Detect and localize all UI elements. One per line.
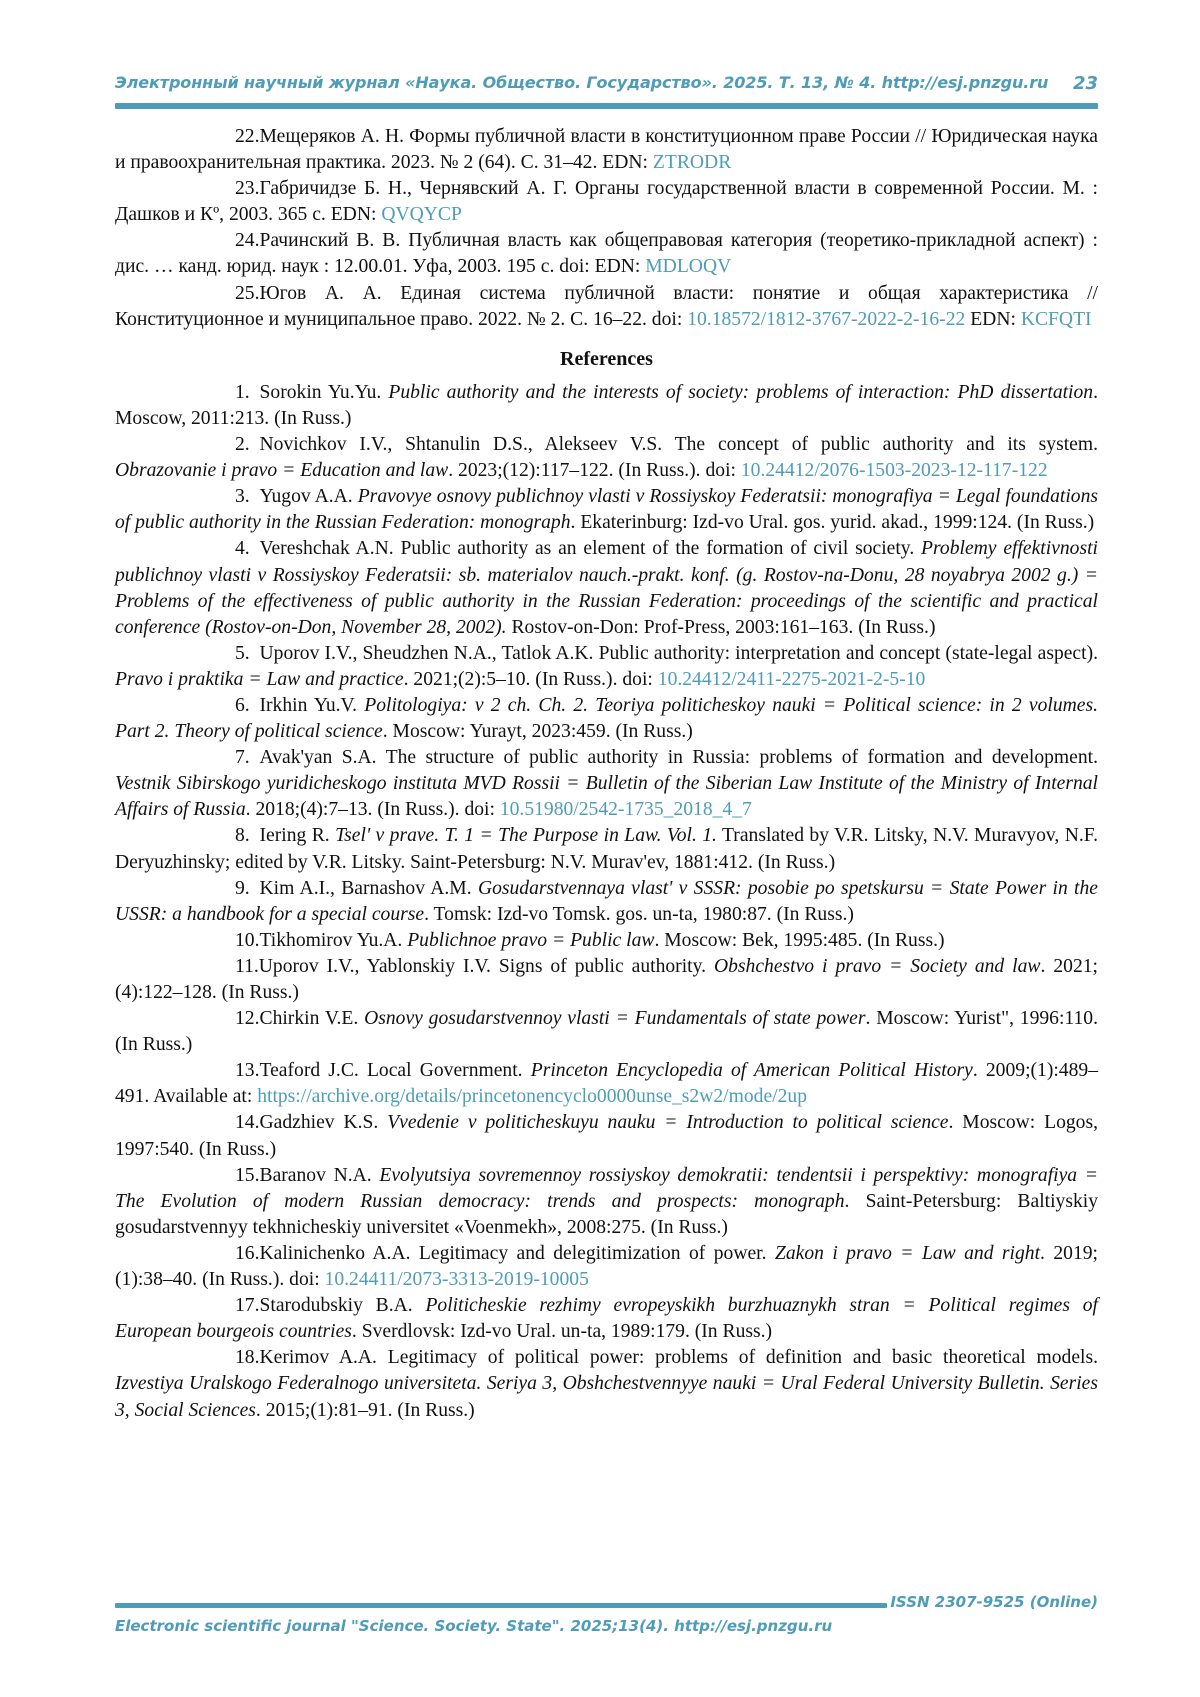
reference-authors: Novichkov I.V., Shtanulin D.S., Alekseev V.S. The concept of public authority and its system. [259, 434, 1098, 456]
reference-number: 17. [235, 1295, 260, 1317]
reference-number: 7. [235, 747, 260, 769]
reference-number: 24. [235, 230, 260, 252]
reference-source-title: Publichnoe pravo = Public law [407, 929, 655, 951]
reference-text: Мещеряков А. Н. Формы публичной власти в конституционном праве России // Юридическая наука и правоохранительная практика. 2023. № 2 (64). С. 31–42. EDN: [115, 126, 1098, 174]
doi-link[interactable]: 10.24412/2076-1503-2023-12-117-122 [740, 460, 1048, 482]
reference-details: . 2015;(1):81–91. (In Russ.) [255, 1399, 475, 1421]
reference-source-title: Pravo i praktika = Law and practice [115, 668, 404, 690]
reference-source-title: Obrazovanie i pravo = Education and law [115, 460, 449, 482]
reference-item [115, 823, 1098, 875]
footer-rule [115, 1603, 887, 1608]
reference-source-title: Tsel' v prave. T. 1 = The Purpose in Law. Vol. 1. [335, 825, 717, 847]
doi-link[interactable]: https://archive.org/details/princetonencyclo0000unse_s2w2/mode/2up [257, 1086, 807, 1108]
reference-source-title: Pravovye osnovy publichnoy vlasti v Rossiyskoy Federatsii: monografiya = Legal foundations of public authority in the Russian Federation: monograph [115, 486, 1099, 534]
reference-number: 22. [235, 126, 260, 147]
doi-link[interactable]: 10.24412/2411-2275-2021-2-5-10 [657, 668, 926, 690]
reference-source-title: Izvestiya Uralskogo Federalnogo universiteta. Seriya 3, Obshchestvennyye nauki = Ural Federal University Bulletin. Series 3, Social Sciences [115, 1373, 1098, 1421]
edn-link[interactable]: KCFQTI [1020, 308, 1092, 330]
reference-item [115, 954, 1098, 1006]
header-journal-title: Электронный научный журнал «Наука. Общество. Государство». 2025. Т. 13, № 4. http://esj.pnzgu.ru [115, 73, 1049, 92]
reference-authors: Uporov I.V., Sheudzhen N.A., Tatlok A.K. Public authority: interpretation and concept (state-legal aspect). [259, 642, 1098, 664]
reference-details: Rostov-on-Don: Prof-Press, 2003:161–163. (In Russ.) [506, 616, 936, 638]
reference-number: 15. [235, 1164, 260, 1186]
reference-source-title: Politologiya: v 2 ch. Ch. 2. Teoriya politicheskoy nauki = Political science: in 2 volumes. Part 2. Theory of political science [115, 694, 1098, 743]
article-body [115, 124, 1098, 1424]
reference-item [115, 1006, 1098, 1058]
reference-details: . Sverdlovsk: Izd-vo Ural. un-ta, 1989:179. (In Russ.) [351, 1321, 773, 1343]
reference-number: 8. [235, 825, 260, 847]
reference-source-title: Osnovy gosudarstvennoy vlasti = Fundamentals of state power [364, 1008, 866, 1030]
reference-item [115, 380, 1098, 432]
reference-number: 9. [235, 877, 260, 899]
reference-authors: Gadzhiev K.S. [259, 1112, 388, 1134]
running-header [115, 73, 1098, 97]
reference-source-title: Public authority and the interests of society: problems of interaction: PhD dissertation [388, 381, 1094, 403]
reference-source-title: Vvedenie v politicheskuyu nauku = Introduction to political science [387, 1112, 949, 1134]
reference-number: 13. [235, 1060, 260, 1082]
reference-details: . Moscow, 2011:213. (In Russ.) [115, 381, 1099, 429]
references-heading: References [560, 347, 653, 370]
reference-authors: Tikhomirov Yu.A. [259, 929, 408, 951]
reference-number: 16. [235, 1242, 260, 1264]
reference-source-title: Problemy effektivnosti publichnoy vlasti v Rossiyskoy Federatsii: sb. materialov nauch.-prakt. konf. (g. Rostov-na-Donu, 28 noyabrya 2002 g.) = Problems of the effectiveness of public authority in the Russian Federation: proceedings of the scientific and practical conference (Rostov-on-Don, November 28, 2002). [115, 538, 1098, 638]
reference-item [115, 876, 1098, 928]
russian-reference-list [115, 124, 1098, 333]
reference-number: 1. [235, 381, 260, 403]
reference-item [115, 745, 1098, 823]
reference-number: 25. [235, 282, 260, 304]
reference-authors: Irkhin Yu.V. [259, 694, 365, 716]
reference-item [115, 1293, 1098, 1345]
reference-item [115, 432, 1098, 484]
reference-details: . 2023;(12):117–122. (In Russ.). doi: [448, 460, 741, 482]
reference-details: . 2021;(2):5–10. (In Russ.). doi: [403, 668, 658, 690]
reference-details: . Moscow: Bek, 1995:485. (In Russ.) [654, 929, 945, 951]
reference-source-title: Obshchestvo i pravo = Society and law [713, 955, 1041, 977]
reference-details: . 2018;(4):7–13. (In Russ.). doi: [245, 799, 500, 821]
reference-authors: Iering R. [259, 825, 336, 847]
reference-item [115, 176, 1098, 228]
reference-authors: Chirkin V.E. [259, 1008, 365, 1030]
reference-item [115, 1241, 1098, 1293]
english-reference-list [115, 380, 1098, 1424]
reference-authors: Starodubskiy B.A. [259, 1295, 426, 1317]
header-rule [115, 103, 1098, 109]
reference-source-title: Gosudarstvennaya vlast' v SSSR: posobie po spetskursu = State Power in the USSR: a handbook for a special course [115, 877, 1098, 925]
reference-text: EDN: [965, 308, 1021, 330]
reference-number: 2. [235, 434, 260, 456]
reference-item [115, 536, 1098, 640]
reference-number: 4. [235, 538, 260, 560]
reference-details: . Tomsk: Izd-vo Tomsk. gos. un-ta, 1980:87. (In Russ.) [424, 903, 854, 925]
edn-link[interactable]: MDLOQV [645, 256, 732, 278]
reference-details: Translated by V.R. Litsky, N.V. Muravyov, N.F. Deryuzhinsky; edited by V.R. Litsky. Saint-Petersburg: N.V. Murav'ev, 1881:412. (In Russ.) [115, 825, 1098, 873]
reference-item [115, 641, 1098, 693]
reference-source-title: Evolyutsiya sovremennoy rossiyskoy demokratii: tendentsii i perspektivy: monografiya = The Evolution of modern Russian democracy: trends and prospects: monograph [115, 1164, 1098, 1212]
reference-authors: Avak'yan S.A. The structure of public authority in Russia: problems of formation and development. [259, 747, 1098, 769]
reference-number: 3. [235, 486, 260, 508]
reference-details: . Ekaterinburg: Izd-vo Ural. gos. yurid. akad., 1999:124. (In Russ.) [570, 512, 1095, 534]
reference-item [115, 1058, 1098, 1110]
reference-details: . Moscow: Logos, 1997:540. (In Russ.) [115, 1112, 1099, 1160]
reference-authors: Kim A.I., Barnashov A.M. [259, 877, 478, 899]
edn-link[interactable]: ZTRODR [652, 152, 732, 174]
doi-link[interactable]: 10.51980/2542-1735_2018_4_7 [499, 799, 752, 821]
reference-item [115, 1110, 1098, 1162]
reference-authors: Sorokin Yu.Yu. [259, 381, 389, 403]
reference-details: . Moscow: Yurayt, 2023:459. (In Russ.) [382, 721, 693, 743]
reference-item [115, 124, 1098, 176]
reference-details: . 2021;(4):122–128. (In Russ.) [115, 955, 1098, 1003]
reference-authors: Uporov I.V., Yablonskiy I.V. Signs of public authority. [258, 955, 714, 977]
reference-item [115, 484, 1098, 536]
reference-number: 12. [235, 1008, 260, 1030]
reference-number: 10. [235, 929, 260, 951]
reference-source-title: Vestnik Sibirskogo yuridicheskogo instituta MVD Rossii = Bulletin of the Siberian Law Institute of the Ministry of Internal Affairs of Russia [115, 773, 1098, 821]
reference-authors: Yugov A.A. [259, 486, 358, 508]
footer-issn: ISSN 2307-9525 (Online) [890, 1593, 1098, 1611]
reference-item [115, 228, 1098, 280]
reference-authors: Kerimov A.A. Legitimacy of political power: problems of definition and basic theoretical models. [259, 1347, 1098, 1369]
reference-item [115, 1345, 1098, 1423]
reference-details: . 2009;(1):489–491. Available at: [115, 1060, 1098, 1108]
reference-number: 6. [235, 694, 260, 716]
reference-authors: Baranov N.A. [259, 1164, 380, 1186]
reference-text: Рачинский В. В. Публичная власть как общеправовая категория (теоретико-прикладной аспект) : дис. … канд. юрид. наук : 12.00.01. Уфа, 2003. 195 с. doi: EDN: [115, 230, 1098, 278]
reference-item [115, 693, 1098, 745]
footer-journal-title: Electronic scientific journal "Science. Society. State". 2025;13(4). http://esj.pnzgu.ru [115, 1617, 833, 1635]
reference-item [115, 281, 1098, 333]
reference-authors: Vereshchak A.N. Public authority as an element of the formation of civil society. [259, 538, 922, 560]
reference-number: 18. [235, 1347, 260, 1369]
edn-link[interactable]: QVQYCP [381, 204, 462, 226]
reference-details: . Moscow: Yurist", 1996:110. (In Russ.) [115, 1008, 1098, 1056]
reference-authors: Kalinichenko A.A. Legitimacy and delegitimization of power. [259, 1242, 775, 1264]
reference-number: 23. [235, 178, 260, 200]
reference-authors: Teaford J.C. Local Government. [259, 1060, 531, 1082]
reference-details: . Saint-Petersburg: Baltiyskiy gosudarstvennyy tekhnicheskiy universitet «Voenmekh», 2008:275. (In Russ.) [115, 1190, 1098, 1238]
doi-link[interactable]: 10.24411/2073-3313-2019-10005 [324, 1269, 589, 1291]
page-number: 23 [1072, 73, 1098, 94]
reference-source-title: Princeton Encyclopedia of American Political History [530, 1060, 973, 1082]
reference-details: . 2019;(1):38–40. (In Russ.). doi: [115, 1242, 1098, 1291]
reference-number: 14. [235, 1112, 260, 1134]
reference-source-title: Politicheskie rezhimy evropeyskikh burzhuaznykh stran = Political regimes of European bourgeois countries [115, 1295, 1098, 1343]
reference-source-title: Zakon i pravo = Law and right [774, 1242, 1041, 1264]
reference-item [115, 928, 1098, 954]
reference-number: 5. [235, 642, 260, 664]
reference-number: 11. [235, 955, 259, 977]
reference-text: Габричидзе Б. Н., Чернявский А. Г. Органы государственной власти в современной России. М. : Дашков и Кº, 2003. 365 с. EDN: [115, 178, 1098, 226]
doi-link[interactable]: 10.18572/1812-3767-2022-2-16-22 [687, 308, 966, 330]
reference-item [115, 1163, 1098, 1241]
reference-text: Югов А. А. Единая система публичной власти: понятие и общая характеристика // Конституционное и муниципальное право. 2022. № 2. С. 16–22. doi: [115, 282, 1098, 330]
